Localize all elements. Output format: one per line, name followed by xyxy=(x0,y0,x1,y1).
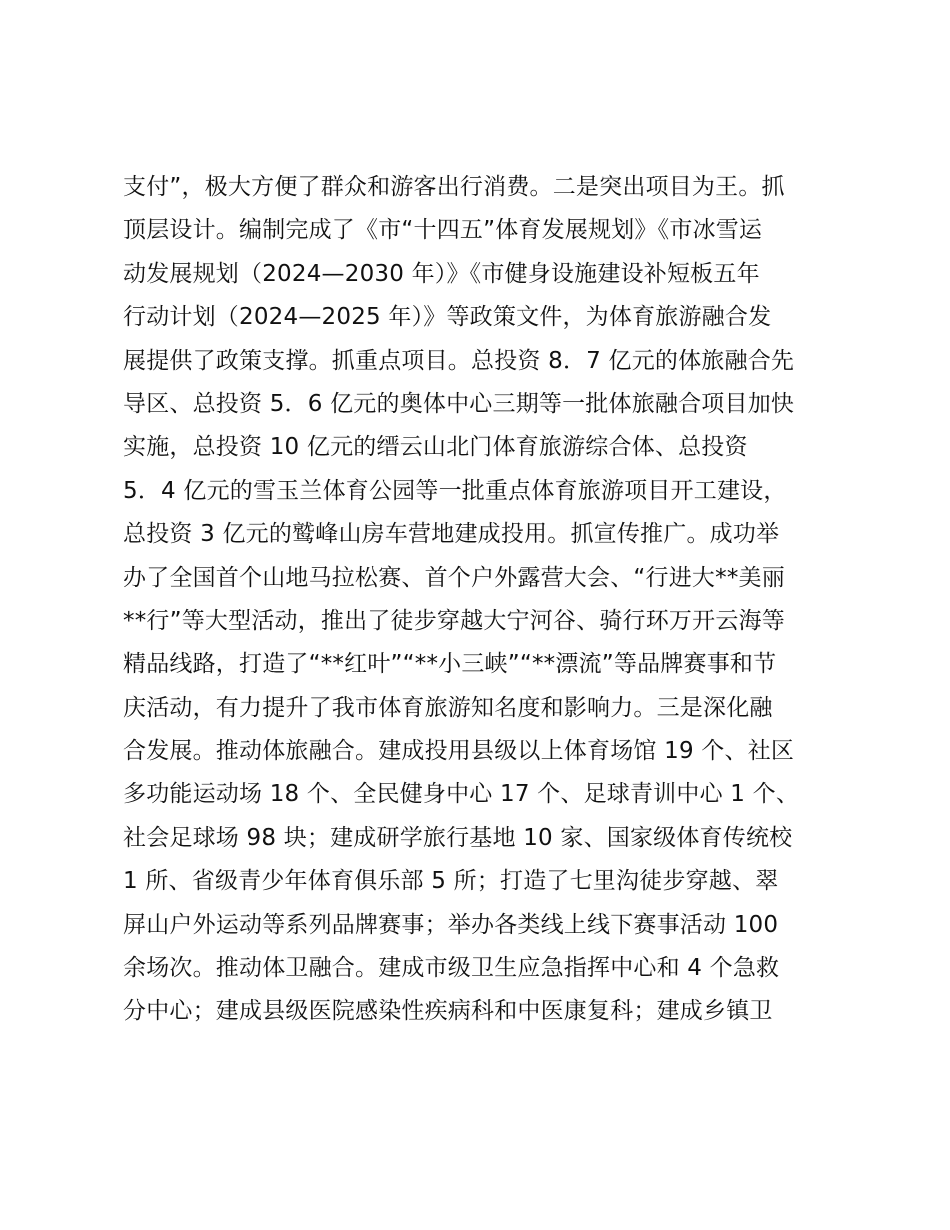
text-line: 精品线路，打造了“**红叶”“**小三峡”“**漂流”等品牌赛事和节 xyxy=(123,651,777,678)
body-paragraph xyxy=(123,166,843,1034)
text-line: 展提供了政策支撑。抓重点项目。总投资 8．7 亿元的体旅融合先 xyxy=(123,347,795,374)
text-line: 合发展。推动体旅融合。建成投用县级以上体育场馆 19 个、社区 xyxy=(123,738,795,765)
text-line: 顶层设计。编制完成了《市“十四五”体育发展规划》《市冰雪运 xyxy=(123,217,763,244)
text-line: 导区、总投资 5．6 亿元的奥体中心三期等一批体旅融合项目加快 xyxy=(123,390,795,417)
text-line: 余场次。推动体卫融合。建成市级卫生应急指挥中心和 4 个急救 xyxy=(123,955,780,982)
text-line: 社会足球场 98 块；建成研学旅行基地 10 家、国家级体育传统校 xyxy=(123,824,793,851)
text-line: 实施，总投资 10 亿元的缙云山北门体育旅游综合体、总投资 xyxy=(123,434,748,461)
text-line: 庆活动，有力提升了我市体育旅游知名度和影响力。三是深化融 xyxy=(123,694,773,721)
text-line: 5．4 亿元的雪玉兰体育公园等一批重点体育旅游项目开工建设， xyxy=(123,477,787,504)
text-line: **行”等大型活动，推出了徒步穿越大宁河谷、骑行环万开云海等 xyxy=(123,607,785,634)
text-line: 支付”，极大方便了群众和游客出行消费。二是突出项目为王。抓 xyxy=(123,174,785,200)
text-line: 多功能运动场 18 个、全民健身中心 17 个、足球青训中心 1 个、 xyxy=(123,781,800,808)
text-line: 1 所、省级青少年体育俱乐部 5 所；打造了七里沟徒步穿越、翠 xyxy=(123,868,779,895)
text-line: 行动计划（2024—2025 年）》等政策文件，为体育旅游融合发 xyxy=(123,304,772,331)
text-line: 分中心；建成县级医院感染性疾病科和中医康复科；建成乡镇卫 xyxy=(123,998,773,1025)
text-line: 动发展规划（2024—2030 年）》《市健身设施建设补短板五年 xyxy=(123,260,760,287)
text-line: 办了全国首个山地马拉松赛、首个户外露营大会、“行进大**美丽 xyxy=(123,564,785,591)
text-line: 屏山户外运动等系列品牌赛事；举办各类线上线下赛事活动 100 xyxy=(123,911,779,938)
text-line: 总投资 3 亿元的鹫峰山房车营地建成投用。抓宣传推广。成功举 xyxy=(123,521,780,548)
